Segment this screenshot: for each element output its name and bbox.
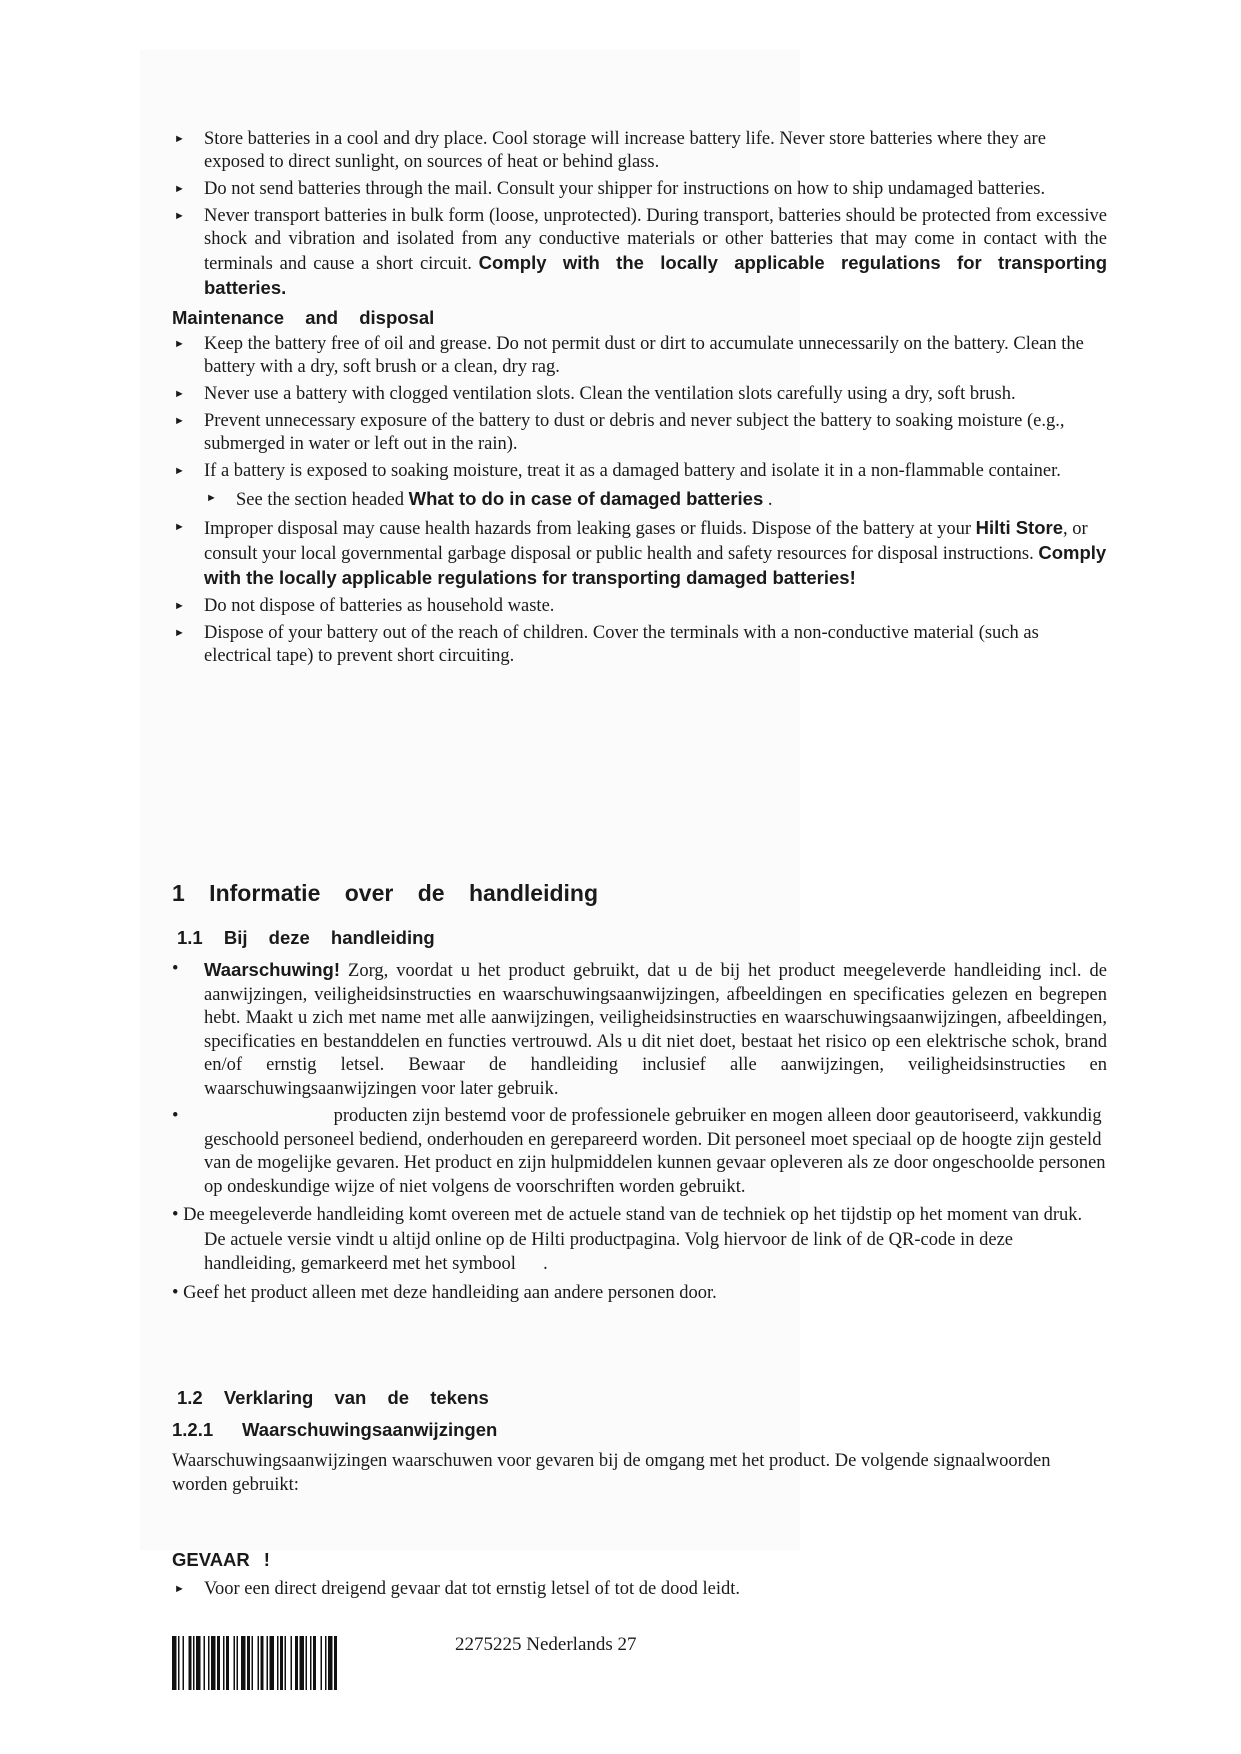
battery-instructions [172, 128, 1107, 672]
warning-label: Waarschuwing! [204, 959, 341, 980]
triangle-bullet-icon: ► [174, 388, 185, 400]
page-footer: 2275225 Nederlands 27 [455, 1634, 637, 1655]
list-item: • Waarschuwing! Zorg, voordat u het product gebruikt, dat u de bij het product meegeleverde handleiding incl. de aanwijzingen, veiligheidsinstructies en waarschuwingsaanwijzingen, afbeeldingen en specificaties gelezen en begrepen hebt. Maakt u zich met name met alle aanwijzingen, veiligheidsinstructies en waarschuwingsaanwijzingen, afbeeldingen, specificaties en bestanddelen en functies vertrouwd. Als u dit niet doet, bestaat het risico op een elektrische schok, brand en/of ernstig letsel. Bewaar de handleiding inclusief alle aanwijzingen, veiligheidsinstructies en waarschuwingsaanwijzingen voor later gebruik. [172, 959, 1107, 1099]
triangle-bullet-icon: ► [174, 210, 185, 222]
manual-info-list [172, 958, 1107, 1309]
section-1-2-1-title: 1.2.1 Waarschuwingsaanwijzingen [172, 1419, 498, 1440]
triangle-bullet-icon: ► [174, 338, 185, 350]
list-item: ► If a battery is exposed to soaking moisture, treat it as a damaged battery and isolate it in a non-flammable container. [174, 461, 1061, 481]
list-item: • Geef het product alleen met deze handleiding aan andere personen door. [172, 1282, 717, 1303]
triangle-bullet-icon: ► [174, 465, 185, 477]
triangle-bullet-icon: ► [174, 133, 185, 145]
section-1-2-title: 1.2 Verklaring van de tekens [177, 1387, 489, 1408]
dot-bullet-icon: • [172, 959, 179, 979]
signal-words-intro: Waarschuwingsaanwijzingen waarschuwen voor gevaren bij de omgang met het product. De volgende signaalwoorden worden gebruikt: [172, 1451, 1051, 1495]
section-1-1-title: 1.1 Bij deze handleiding [177, 927, 435, 948]
dot-bullet-icon: • [172, 1106, 179, 1126]
list-item: ► Do not dispose of batteries as household waste. [174, 596, 555, 616]
list-item: ► Prevent unnecessary exposure of the battery to dust or debris and never subject the battery to soaking moisture (e.g., submerged in water or left out in the rain). [174, 411, 1065, 454]
sub-list-item: ► See the section headed What to do in case of damaged batteries . [206, 488, 773, 510]
exclamation-icon: ! [263, 1549, 270, 1570]
list-item: ► Never transport batteries in bulk form (loose, unprotected). During transport, batteries should be protected from excessive shock and vibration and isolated from any conductive materials or other batteries that may come in contact with the terminals and cause a short circuit. Comply with the locally applicable regulations for transporting batteries. [174, 206, 1107, 298]
dot-bullet-icon: • [172, 1205, 179, 1225]
list-item: ► Improper disposal may cause health hazards from leaking gases or fluids. Dispose of the battery at your Hilti Store, or consult your local governmental garbage disposal or public health and safety resources for disposal instructions. Comply with the locally applicable regulations for transporting damaged batteries! [174, 517, 1107, 588]
triangle-bullet-icon: ► [174, 521, 185, 533]
list-item: • De meegeleverde handleiding komt overeen met de actuele stand van de techniek op het tijdstip op het moment van druk. De actuele versie vindt u altijd online op de Hilti productpagina. Volg hiervoor de link of de QR-code in deze handleiding, gemarkeerd met het symbool . [172, 1205, 1083, 1274]
triangle-bullet-icon: ► [174, 1583, 185, 1595]
barcode-icon [172, 1636, 428, 1690]
list-item: ► Never use a battery with clogged ventilation slots. Clean the ventilation slots carefully using a dry, soft brush. [174, 384, 1016, 404]
triangle-bullet-icon: ► [174, 600, 185, 612]
list-item: ► Do not send batteries through the mail. Consult your shipper for instructions on how to ship undamaged batteries. [174, 179, 1046, 199]
triangle-bullet-icon: ► [174, 415, 185, 427]
section-reference: What to do in case of damaged batteries [408, 488, 764, 509]
danger-signal-word: GEVAAR ! [172, 1549, 270, 1570]
triangle-bullet-icon: ► [174, 627, 185, 639]
maintenance-heading: Maintenance and disposal [172, 307, 435, 328]
section-1-title: 1 Informatie over de handleiding [172, 880, 599, 906]
list-item: • producten zijn bestemd voor de professionele gebruiker en mogen alleen door geautoriseerd, vakkundig geschoold personeel bediend, onderhouden en gerepareerd worden. Dit personeel moet speciaal op de hoogte zijn gesteld van de mogelijke gevaren. Het product en zijn hulpmiddelen kunnen gevaar opleveren als ze door ongeschoolde personen op ondeskundige wijze of niet volgens de voorschriften worden gebruikt. [172, 1106, 1106, 1197]
list-item: ► Store batteries in a cool and dry place. Cool storage will increase battery life. Never store batteries where they are exposed to direct sunlight, on sources of heat or behind glass. [174, 129, 1046, 172]
list-item: ► Dispose of your battery out of the reach of children. Cover the terminals with a non-conductive material (such as electrical tape) to prevent short circuiting. [174, 623, 1039, 666]
danger-description: ► Voor een direct dreigend gevaar dat tot ernstig letsel of tot de dood leidt. [174, 1579, 740, 1599]
list-item: ► Keep the battery free of oil and grease. Do not permit dust or dirt to accumulate unnecessarily on the battery. Clean the battery with a dry, soft brush or a clean, dry rag. [174, 334, 1084, 377]
dot-bullet-icon: • [172, 1282, 179, 1303]
triangle-bullet-icon: ► [174, 183, 185, 195]
triangle-bullet-icon: ► [206, 492, 217, 504]
